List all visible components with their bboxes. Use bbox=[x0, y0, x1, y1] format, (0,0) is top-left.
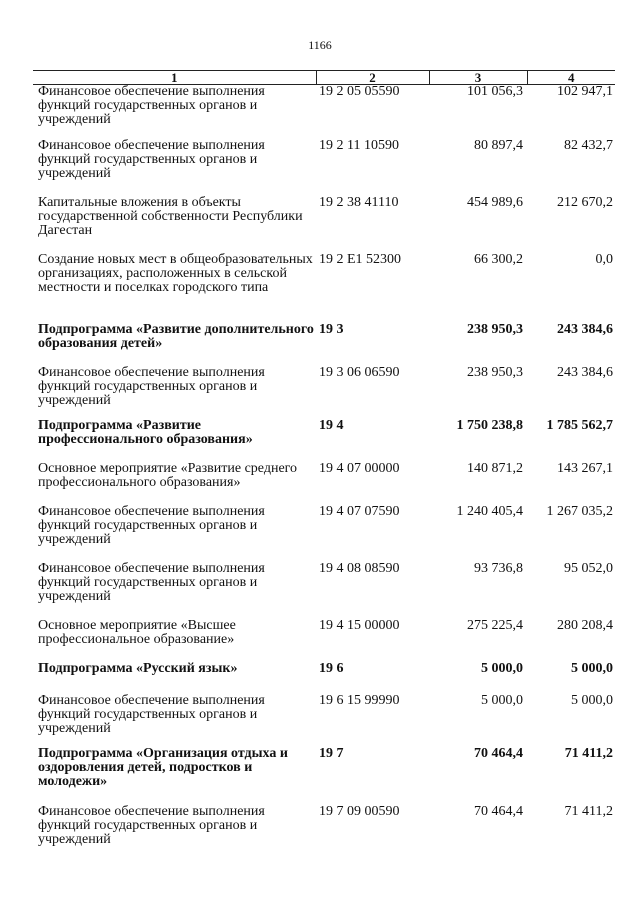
table-row bbox=[33, 694, 615, 747]
row-code-cell: 19 4 15 00000 bbox=[319, 617, 400, 633]
row-name-cell: Основное мероприятие «Высшее профессиональное образование» bbox=[38, 617, 236, 647]
table-row bbox=[33, 323, 615, 366]
row-name-cell: Финансовое обеспечение выполнения функций государственных органов и учреждений bbox=[38, 560, 265, 604]
row-name-cell: Финансовое обеспечение выполнения функций государственных органов и учреждений bbox=[38, 692, 265, 736]
table-row bbox=[33, 505, 615, 562]
row-value-col3-cell: 140 871,2 bbox=[467, 460, 523, 476]
row-value-col4-cell: 95 052,0 bbox=[564, 560, 613, 576]
row-code-cell: 19 4 08 08590 bbox=[319, 560, 400, 576]
row-value-col4-cell: 71 411,2 bbox=[564, 803, 613, 819]
row-name-cell: Подпрограмма «Развитие дополнительного образования детей» bbox=[38, 321, 314, 351]
table-row bbox=[33, 85, 615, 139]
row-value-col3-cell: 238 950,3 bbox=[467, 321, 523, 337]
table-row bbox=[33, 662, 615, 694]
row-name-cell: Финансовое обеспечение выполнения функций государственных органов и учреждений bbox=[38, 137, 265, 181]
row-name-cell: Финансовое обеспечение выполнения функций государственных органов и учреждений bbox=[38, 84, 265, 127]
row-name-cell: Капитальные вложения в объекты государственной собственности Республики Дагестан bbox=[38, 194, 303, 238]
table-row bbox=[33, 562, 615, 619]
header-col-2: 2 bbox=[316, 71, 429, 85]
row-value-col3-cell: 5 000,0 bbox=[481, 660, 523, 676]
row-value-col3-cell: 238 950,3 bbox=[467, 364, 523, 380]
table-body bbox=[33, 85, 615, 857]
row-value-col4-cell: 71 411,2 bbox=[564, 745, 613, 761]
row-value-col3-cell: 80 897,4 bbox=[474, 137, 523, 153]
row-value-col3-cell: 1 750 238,8 bbox=[456, 417, 523, 433]
row-value-col3-cell: 275 225,4 bbox=[467, 617, 523, 633]
table-row bbox=[33, 366, 615, 419]
row-value-col4-cell: 82 432,7 bbox=[564, 137, 613, 153]
row-code-cell: 19 3 bbox=[319, 321, 344, 337]
row-name-cell: Финансовое обеспечение выполнения функций государственных органов и учреждений bbox=[38, 503, 265, 547]
table-row bbox=[33, 419, 615, 462]
row-value-col4-cell: 102 947,1 bbox=[557, 84, 613, 99]
row-value-col3-cell: 70 464,4 bbox=[474, 803, 523, 819]
row-name-cell: Создание новых мест в общеобразовательных организациях, расположенных в сельской местности и поселках городского типа bbox=[38, 251, 313, 295]
row-value-col4-cell: 243 384,6 bbox=[557, 321, 613, 337]
row-code-cell: 19 4 07 07590 bbox=[319, 503, 400, 519]
row-value-col3-cell: 1 240 405,4 bbox=[456, 503, 523, 519]
header-col-4: 4 bbox=[527, 71, 615, 85]
row-code-cell: 19 4 07 00000 bbox=[319, 460, 400, 476]
row-code-cell: 19 6 15 99990 bbox=[319, 692, 400, 708]
header-row bbox=[33, 71, 615, 85]
header-col-3: 3 bbox=[429, 71, 527, 85]
table-row bbox=[33, 462, 615, 505]
row-code-cell: 19 2 05 05590 bbox=[319, 84, 400, 99]
row-name-cell: Подпрограмма «Развитие профессионального образования» bbox=[38, 417, 253, 447]
header-col-1: 1 bbox=[33, 71, 316, 85]
row-code-cell: 19 2 11 10590 bbox=[319, 137, 399, 153]
row-value-col4-cell: 1 785 562,7 bbox=[546, 417, 613, 433]
row-value-col3-cell: 5 000,0 bbox=[481, 692, 523, 708]
row-value-col4-cell: 143 267,1 bbox=[557, 460, 613, 476]
row-code-cell: 19 2 38 41110 bbox=[319, 194, 399, 210]
row-value-col4-cell: 243 384,6 bbox=[557, 364, 613, 380]
row-code-cell: 19 4 bbox=[319, 417, 344, 433]
row-value-col3-cell: 101 056,3 bbox=[467, 84, 523, 99]
table-row bbox=[33, 805, 615, 857]
table-row bbox=[33, 619, 615, 662]
row-name-cell: Финансовое обеспечение выполнения функций государственных органов и учреждений bbox=[38, 803, 265, 847]
row-name-cell: Финансовое обеспечение выполнения функций государственных органов и учреждений bbox=[38, 364, 265, 408]
row-name-cell: Подпрограмма «Русский язык» bbox=[38, 660, 238, 676]
table-row bbox=[33, 139, 615, 196]
row-value-col4-cell: 5 000,0 bbox=[571, 660, 613, 676]
row-value-col3-cell: 93 736,8 bbox=[474, 560, 523, 576]
row-name-cell: Подпрограмма «Организация отдыха и оздоровления детей, подростков и молодежи» bbox=[38, 745, 288, 789]
row-code-cell: 19 2 E1 52300 bbox=[319, 251, 402, 267]
row-code-cell: 19 7 bbox=[319, 745, 344, 761]
table-row bbox=[33, 253, 615, 323]
row-value-col4-cell: 1 267 035,2 bbox=[546, 503, 613, 519]
row-value-col3-cell: 70 464,4 bbox=[474, 745, 523, 761]
row-name-cell: Основное мероприятие «Развитие среднего профессионального образования» bbox=[38, 460, 298, 490]
row-value-col4-cell: 5 000,0 bbox=[571, 692, 613, 708]
row-code-cell: 19 6 bbox=[319, 660, 344, 676]
table-row bbox=[33, 747, 615, 805]
row-value-col4-cell: 280 208,4 bbox=[557, 617, 613, 633]
budget-table bbox=[33, 70, 615, 857]
row-code-cell: 19 3 06 06590 bbox=[319, 364, 400, 380]
row-value-col3-cell: 66 300,2 bbox=[474, 251, 523, 267]
row-value-col3-cell: 454 989,6 bbox=[467, 194, 523, 210]
row-value-col4-cell: 212 670,2 bbox=[557, 194, 613, 210]
row-code-cell: 19 7 09 00590 bbox=[319, 803, 400, 819]
table-row bbox=[33, 196, 615, 253]
page-number: 1166 bbox=[308, 38, 332, 52]
row-value-col4-cell: 0,0 bbox=[595, 251, 613, 267]
